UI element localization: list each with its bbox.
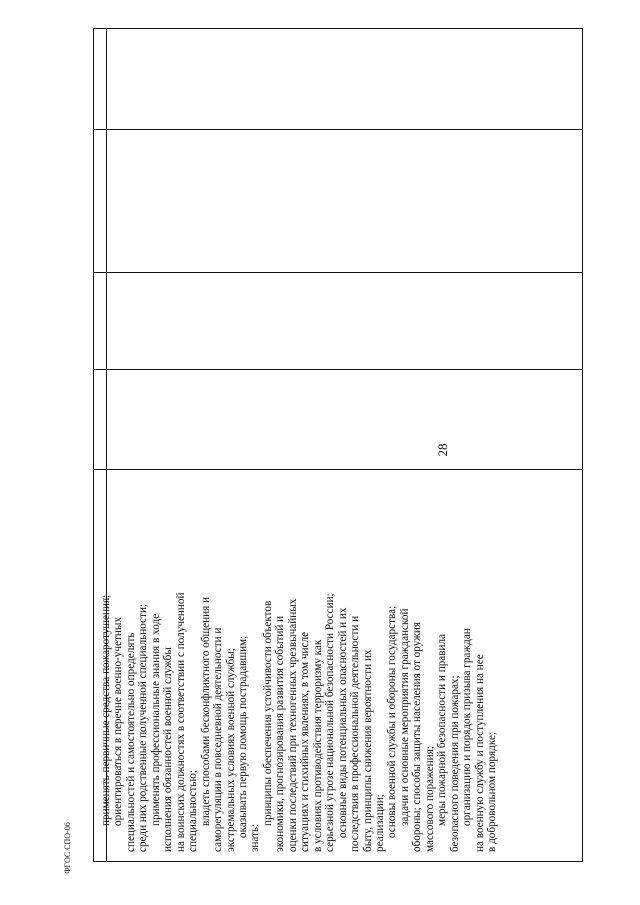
row-divider-2: [94, 272, 582, 273]
text-line: на воинских должностях в соответствии с полученной: [174, 592, 187, 852]
row-divider-3: [94, 369, 582, 370]
text-line: принципы обеспечения устойчивости объектов: [261, 600, 274, 826]
text-line: исполнения обязанностей военной службы: [162, 647, 175, 852]
text-line: реализации;: [373, 794, 386, 852]
text-line: ориентироваться в перечне военно-учетных: [112, 617, 125, 826]
text-line: применять профессиональные знания в ходе: [149, 613, 162, 826]
competency-text-block: [100, 472, 499, 854]
text-line: безопасного поведения при пожарах;: [448, 675, 461, 852]
text-line: организацию и порядок призыва граждан: [461, 628, 474, 826]
row-divider-1: [94, 129, 582, 130]
text-line: серьезной угрозе национальной безопасности России;: [324, 593, 337, 852]
text-line: знать:: [249, 823, 262, 852]
text-line: обороны; способы защиты населения от оружия: [411, 621, 424, 852]
text-line: последствия в профессиональной деятельности и: [349, 615, 362, 852]
page-number: 28: [435, 443, 450, 457]
text-line: оценки последствий при техногенных чрезвычайных: [286, 598, 299, 852]
text-line: быту, принципы снижения вероятности их: [361, 649, 374, 852]
row-divider-4: [94, 469, 582, 470]
text-line: в условиях противодействия терроризму как: [311, 639, 324, 852]
text-line: экстремальных условиях военной службы;: [224, 648, 237, 852]
text-line: применять первичные средства пожаротушения;: [100, 594, 112, 826]
text-line: задачи и основные мероприятия гражданской: [398, 608, 411, 826]
text-line: оказывать первую помощь пострадавшим;: [236, 635, 249, 838]
text-line: владеть способами бесконфликтного общения и: [199, 596, 212, 826]
text-line: меры пожарной безопасности и правила: [436, 633, 449, 826]
text-line: массового поражения;: [423, 746, 436, 852]
text-line: на военную службу и поступления на нее: [473, 654, 486, 852]
competency-text-cell: [100, 472, 499, 854]
text-line: специальностей и самостоятельно определять: [124, 632, 137, 852]
text-line: ситуациях и стихийных явлениях, в том числе: [299, 631, 312, 852]
text-line: саморегуляции в повседневной деятельности и: [212, 627, 225, 852]
text-line: основы военной службы и обороны государства;: [386, 605, 399, 838]
text-line: в добровольном порядке;: [486, 731, 499, 852]
text-line: среди них родственные полученной специальности;: [137, 603, 150, 852]
text-line: специальностью;: [187, 770, 200, 852]
text-line: основные виды потенциальных опасностей и их: [336, 607, 349, 838]
text-line: экономики, прогнозирования развития событий и: [274, 615, 287, 852]
footer-code: ФГОС СПО-06: [63, 822, 72, 874]
